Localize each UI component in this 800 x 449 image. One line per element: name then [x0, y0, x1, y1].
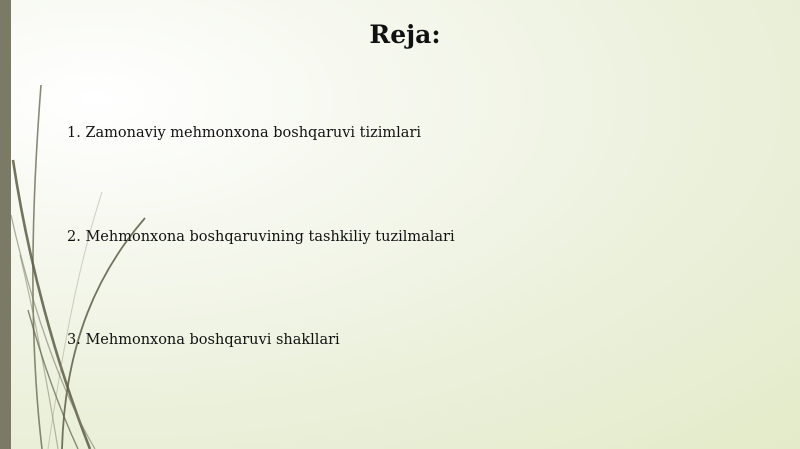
grass-stroke	[13, 160, 90, 449]
decorative-grass-strokes	[0, 0, 160, 449]
agenda-item-2: 2. Mehmonxona boshqaruvining tashkiliy tuzilmalari	[67, 229, 455, 245]
agenda-item-1: 1. Zamonaviy mehmonxona boshqaruvi tizimlari	[67, 125, 422, 141]
agenda-item-3: 3. Mehmonxona boshqaruvi shakllari	[67, 332, 340, 348]
slide-title: Reja:	[369, 20, 441, 49]
